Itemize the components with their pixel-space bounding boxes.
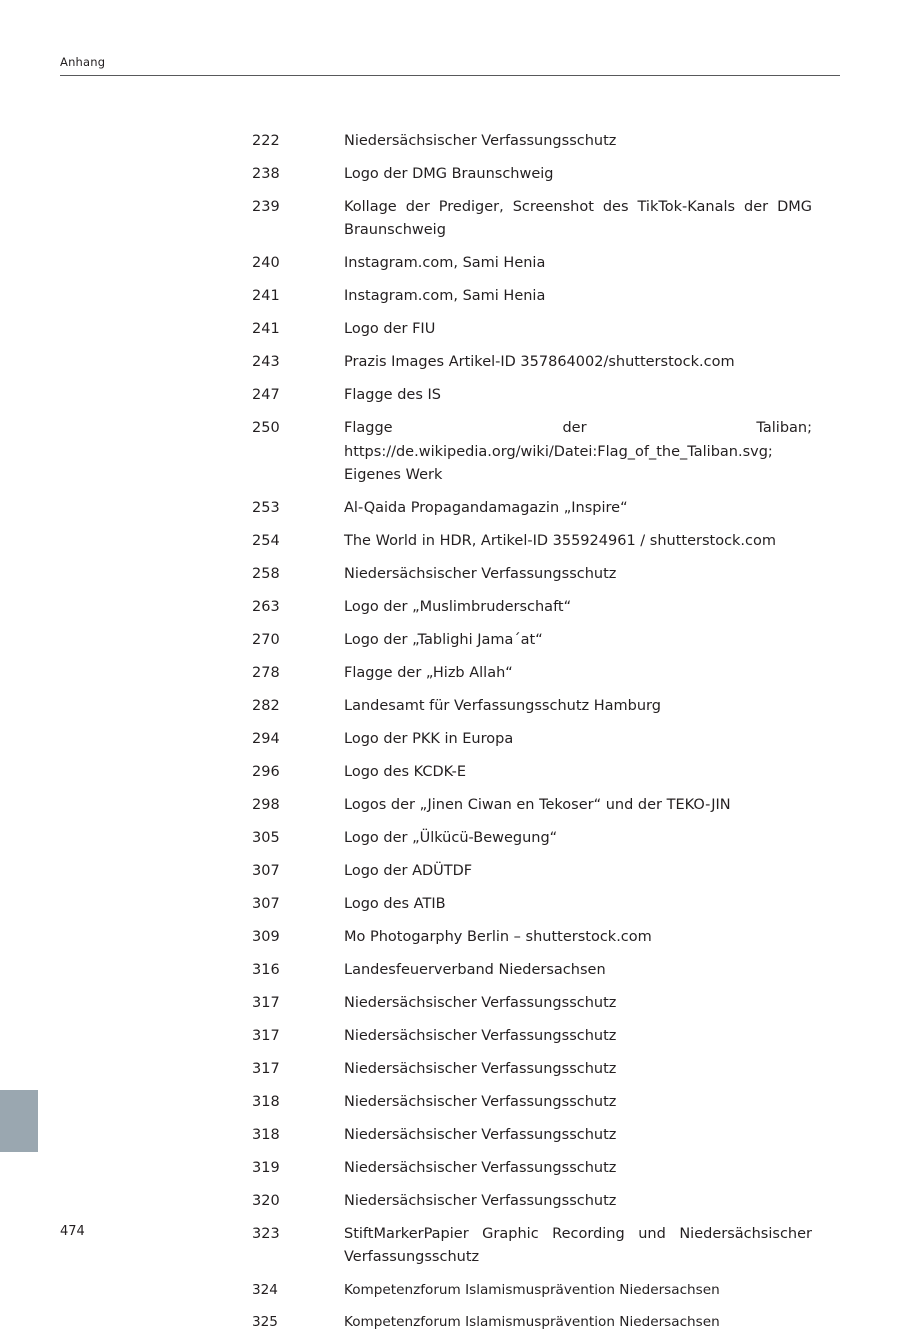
credit-page-number: 270 xyxy=(252,632,280,649)
credit-source-text: Logo der FIU xyxy=(344,321,436,338)
credit-page-number: 258 xyxy=(252,566,280,583)
credit-source-text: Logo der „Muslimbruderschaft“ xyxy=(344,599,572,616)
credit-row xyxy=(252,252,812,275)
credit-source-text: Mo Photogarphy Berlin – shutterstock.com xyxy=(344,929,652,946)
credit-source-text: Instagram.com, Sami Henia xyxy=(344,288,546,305)
credit-source-text: Logo der DMG Braunschweig xyxy=(344,165,554,182)
credit-source-text: Prazis Images Artikel-ID 357864002/shutterstock.com xyxy=(344,354,735,371)
credit-row xyxy=(252,384,812,407)
credit-page-number: 298 xyxy=(252,797,280,814)
credit-source-text: Logos der „Jinen Ciwan en Tekoser“ und der TEKO-JIN xyxy=(344,797,731,814)
credit-row xyxy=(252,1223,812,1270)
credit-page-number: 324 xyxy=(252,1282,278,1299)
credit-page-number: 309 xyxy=(252,929,280,946)
credit-source-text: Logo der „Ülkücü-Bewegung“ xyxy=(344,830,558,847)
credit-source-text: Flagge der „Hizb Allah“ xyxy=(344,665,513,682)
credit-source-text: Niedersächsischer Verfassungsschutz xyxy=(344,1192,617,1209)
credit-source-text: Logo der „Tablighi Jama´at“ xyxy=(344,632,543,649)
credit-source-text: Niedersächsischer Verfassungsschutz xyxy=(344,995,617,1012)
credit-source-text: Landesamt für Verfassungsschutz Hamburg xyxy=(344,698,661,715)
credit-page-number: 296 xyxy=(252,764,280,781)
credit-source-text: Kompetenzforum Islamismusprävention Niedersachsen xyxy=(344,1313,720,1330)
credit-page-number: 278 xyxy=(252,665,280,682)
running-head: Anhang xyxy=(60,55,106,69)
credit-source-text: Flagge des IS xyxy=(344,387,441,404)
credit-source-text: Niedersächsischer Verfassungsschutz xyxy=(344,566,617,583)
credit-row xyxy=(252,130,812,153)
credit-source-text: Niedersächsischer Verfassungsschutz xyxy=(344,1160,617,1176)
credit-row xyxy=(252,761,812,784)
credit-row xyxy=(252,1190,812,1213)
credit-page-number: 316 xyxy=(252,962,280,979)
credit-row xyxy=(252,629,812,652)
header-divider xyxy=(60,75,840,76)
credit-source-text: Landesfeuerverband Niedersachsen xyxy=(344,962,606,979)
credit-source-text: Niedersächsischer Verfassungsschutz xyxy=(344,133,617,149)
credit-page-number: 254 xyxy=(252,533,280,550)
credit-page-number: 247 xyxy=(252,387,280,404)
credit-page-number: 239 xyxy=(252,198,280,215)
credit-page-number: 241 xyxy=(252,321,280,338)
credit-page-number: 282 xyxy=(252,698,280,715)
credit-page-number: 240 xyxy=(252,255,280,272)
credit-row xyxy=(252,1025,812,1048)
credit-row xyxy=(252,163,812,186)
credit-row xyxy=(252,794,812,817)
credit-row xyxy=(252,1058,812,1081)
credit-source-text: Niedersächsischer Verfassungsschutz xyxy=(344,1061,617,1078)
credit-page-number: 319 xyxy=(252,1160,280,1176)
credit-source-text: Niedersächsischer Verfassungsschutz xyxy=(344,1127,617,1144)
credit-page-number: 318 xyxy=(252,1127,280,1144)
page-header xyxy=(60,55,840,76)
credit-page-number: 318 xyxy=(252,1094,280,1111)
credit-row xyxy=(252,417,812,487)
credit-source-text: Al-Qaida Propagandamagazin „Inspire“ xyxy=(344,500,628,517)
credit-source-text: Kompetenzforum Islamismusprävention Niedersachsen xyxy=(344,1282,720,1299)
credit-row xyxy=(252,1157,812,1180)
credit-page-number: 325 xyxy=(252,1313,278,1330)
credit-source-text: The World in HDR, Artikel-ID 355924961 / shutterstock.com xyxy=(344,533,777,550)
credit-source-text: Instagram.com, Sami Henia xyxy=(344,255,546,272)
credit-row xyxy=(252,827,812,850)
credit-page-number: 323 xyxy=(252,1225,280,1242)
credit-source-text: Flagge der Taliban; https://de.wikipedia.org/wiki/Datei:Flag_of_the_Taliban.svg; Eigenes Werk xyxy=(344,420,812,484)
credit-page-number: 307 xyxy=(252,863,280,880)
credit-row xyxy=(252,1279,812,1301)
credit-source-text: Niedersächsischer Verfassungsschutz xyxy=(344,1028,617,1045)
credit-page-number: 305 xyxy=(252,830,280,847)
credit-source-text: Logo des KCDK-E xyxy=(344,764,467,781)
credit-row xyxy=(252,893,812,916)
credit-page-number: 250 xyxy=(252,420,280,437)
credit-page-number: 238 xyxy=(252,165,280,182)
credit-page-number: 222 xyxy=(252,133,280,149)
credit-source-text: Kollage der Prediger, Screenshot des TikTok-Kanals der DMG Braunschweig xyxy=(344,198,812,239)
credit-source-text: Logo der PKK in Europa xyxy=(344,731,514,748)
edge-tab-marker xyxy=(0,1090,38,1152)
credit-row xyxy=(252,1311,812,1333)
page-number: 474 xyxy=(60,1224,85,1239)
credit-row xyxy=(252,662,812,685)
credit-row xyxy=(252,1091,812,1114)
credit-source-text: StiftMarkerPapier Graphic Recording und Niedersächsischer Verfassungsschutz xyxy=(344,1225,812,1266)
credit-page-number: 317 xyxy=(252,995,280,1012)
credit-row xyxy=(252,728,812,751)
credit-page-number: 263 xyxy=(252,599,280,616)
credit-page-number: 243 xyxy=(252,354,280,371)
credit-row xyxy=(252,285,812,308)
credit-row xyxy=(252,196,812,243)
credit-row xyxy=(252,563,812,586)
credit-row xyxy=(252,318,812,341)
credit-page-number: 317 xyxy=(252,1061,280,1078)
credit-row xyxy=(252,992,812,1015)
credit-page-number: 317 xyxy=(252,1028,280,1045)
credit-page-number: 320 xyxy=(252,1192,280,1209)
credit-row xyxy=(252,351,812,374)
credit-page-number: 241 xyxy=(252,288,280,305)
credit-row xyxy=(252,695,812,718)
credit-row xyxy=(252,497,812,520)
image-credits-list xyxy=(252,130,812,1342)
credit-row xyxy=(252,1124,812,1147)
credit-page-number: 294 xyxy=(252,731,280,748)
credit-row xyxy=(252,959,812,982)
credit-source-text: Logo des ATIB xyxy=(344,896,446,913)
credit-row xyxy=(252,530,812,553)
credit-row xyxy=(252,926,812,949)
credit-page-number: 307 xyxy=(252,896,280,913)
credit-source-text: Logo der ADÜTDF xyxy=(344,863,473,880)
credit-page-number: 253 xyxy=(252,500,280,517)
credit-row xyxy=(252,596,812,619)
credit-row xyxy=(252,860,812,883)
credit-source-text: Niedersächsischer Verfassungsschutz xyxy=(344,1094,617,1111)
